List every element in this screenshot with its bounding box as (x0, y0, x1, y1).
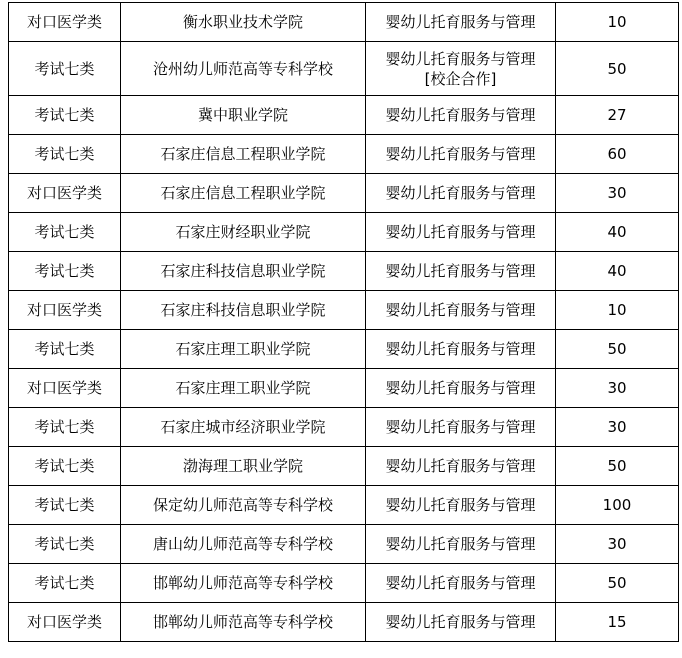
count-cell: 27 (556, 96, 679, 135)
count-cell: 30 (556, 369, 679, 408)
major-cell: 婴幼儿托育服务与管理 (366, 135, 556, 174)
major-cell: 婴幼儿托育服务与管理 (366, 564, 556, 603)
table-row (9, 603, 679, 642)
major-cell: 婴幼儿托育服务与管理 (366, 252, 556, 291)
major-cell: 婴幼儿托育服务与管理 (366, 174, 556, 213)
category-cell: 考试七类 (9, 330, 121, 369)
category-cell: 考试七类 (9, 96, 121, 135)
category-cell: 考试七类 (9, 252, 121, 291)
category-cell: 考试七类 (9, 42, 121, 96)
category-cell: 考试七类 (9, 486, 121, 525)
count-cell: 10 (556, 291, 679, 330)
school-cell: 冀中职业学院 (121, 96, 366, 135)
category-cell: 考试七类 (9, 564, 121, 603)
table-row (9, 135, 679, 174)
count-cell: 50 (556, 447, 679, 486)
major-cell: 婴幼儿托育服务与管理 (366, 3, 556, 42)
count-cell: 100 (556, 486, 679, 525)
major-cell: 婴幼儿托育服务与管理 (366, 603, 556, 642)
school-cell: 石家庄信息工程职业学院 (121, 174, 366, 213)
table-row (9, 408, 679, 447)
major-cell: 婴幼儿托育服务与管理 (366, 213, 556, 252)
category-cell: 考试七类 (9, 525, 121, 564)
table-row (9, 447, 679, 486)
table-row (9, 174, 679, 213)
count-cell: 30 (556, 525, 679, 564)
count-cell: 40 (556, 213, 679, 252)
major-cell: 婴幼儿托育服务与管理 [校企合作] (366, 42, 556, 96)
school-cell: 石家庄信息工程职业学院 (121, 135, 366, 174)
major-cell: 婴幼儿托育服务与管理 (366, 369, 556, 408)
major-cell: 婴幼儿托育服务与管理 (366, 408, 556, 447)
category-cell: 对口医学类 (9, 291, 121, 330)
major-cell: 婴幼儿托育服务与管理 (366, 486, 556, 525)
table-row (9, 3, 679, 42)
count-cell: 40 (556, 252, 679, 291)
table-row (9, 291, 679, 330)
table-row (9, 486, 679, 525)
category-cell: 考试七类 (9, 213, 121, 252)
school-cell: 保定幼儿师范高等专科学校 (121, 486, 366, 525)
count-cell: 50 (556, 330, 679, 369)
category-cell: 考试七类 (9, 135, 121, 174)
count-cell: 30 (556, 174, 679, 213)
table-row (9, 369, 679, 408)
count-cell: 10 (556, 3, 679, 42)
category-cell: 考试七类 (9, 408, 121, 447)
table-row (9, 96, 679, 135)
table-row (9, 525, 679, 564)
count-cell: 50 (556, 42, 679, 96)
table-row (9, 330, 679, 369)
school-cell: 石家庄理工职业学院 (121, 369, 366, 408)
major-cell: 婴幼儿托育服务与管理 (366, 447, 556, 486)
school-cell: 石家庄财经职业学院 (121, 213, 366, 252)
school-cell: 石家庄理工职业学院 (121, 330, 366, 369)
category-cell: 对口医学类 (9, 3, 121, 42)
enrollment-table (8, 2, 679, 642)
table-row (9, 42, 679, 96)
school-cell: 石家庄科技信息职业学院 (121, 252, 366, 291)
table-row (9, 564, 679, 603)
school-cell: 沧州幼儿师范高等专科学校 (121, 42, 366, 96)
table-body (9, 3, 679, 642)
count-cell: 15 (556, 603, 679, 642)
school-cell: 衡水职业技术学院 (121, 3, 366, 42)
table-row (9, 252, 679, 291)
table-row (9, 213, 679, 252)
school-cell: 邯郸幼儿师范高等专科学校 (121, 564, 366, 603)
school-cell: 渤海理工职业学院 (121, 447, 366, 486)
school-cell: 石家庄科技信息职业学院 (121, 291, 366, 330)
major-cell: 婴幼儿托育服务与管理 (366, 96, 556, 135)
category-cell: 考试七类 (9, 447, 121, 486)
category-cell: 对口医学类 (9, 174, 121, 213)
major-cell: 婴幼儿托育服务与管理 (366, 525, 556, 564)
school-cell: 石家庄城市经济职业学院 (121, 408, 366, 447)
count-cell: 60 (556, 135, 679, 174)
count-cell: 50 (556, 564, 679, 603)
category-cell: 对口医学类 (9, 369, 121, 408)
major-cell: 婴幼儿托育服务与管理 (366, 330, 556, 369)
count-cell: 30 (556, 408, 679, 447)
category-cell: 对口医学类 (9, 603, 121, 642)
major-cell: 婴幼儿托育服务与管理 (366, 291, 556, 330)
school-cell: 邯郸幼儿师范高等专科学校 (121, 603, 366, 642)
school-cell: 唐山幼儿师范高等专科学校 (121, 525, 366, 564)
